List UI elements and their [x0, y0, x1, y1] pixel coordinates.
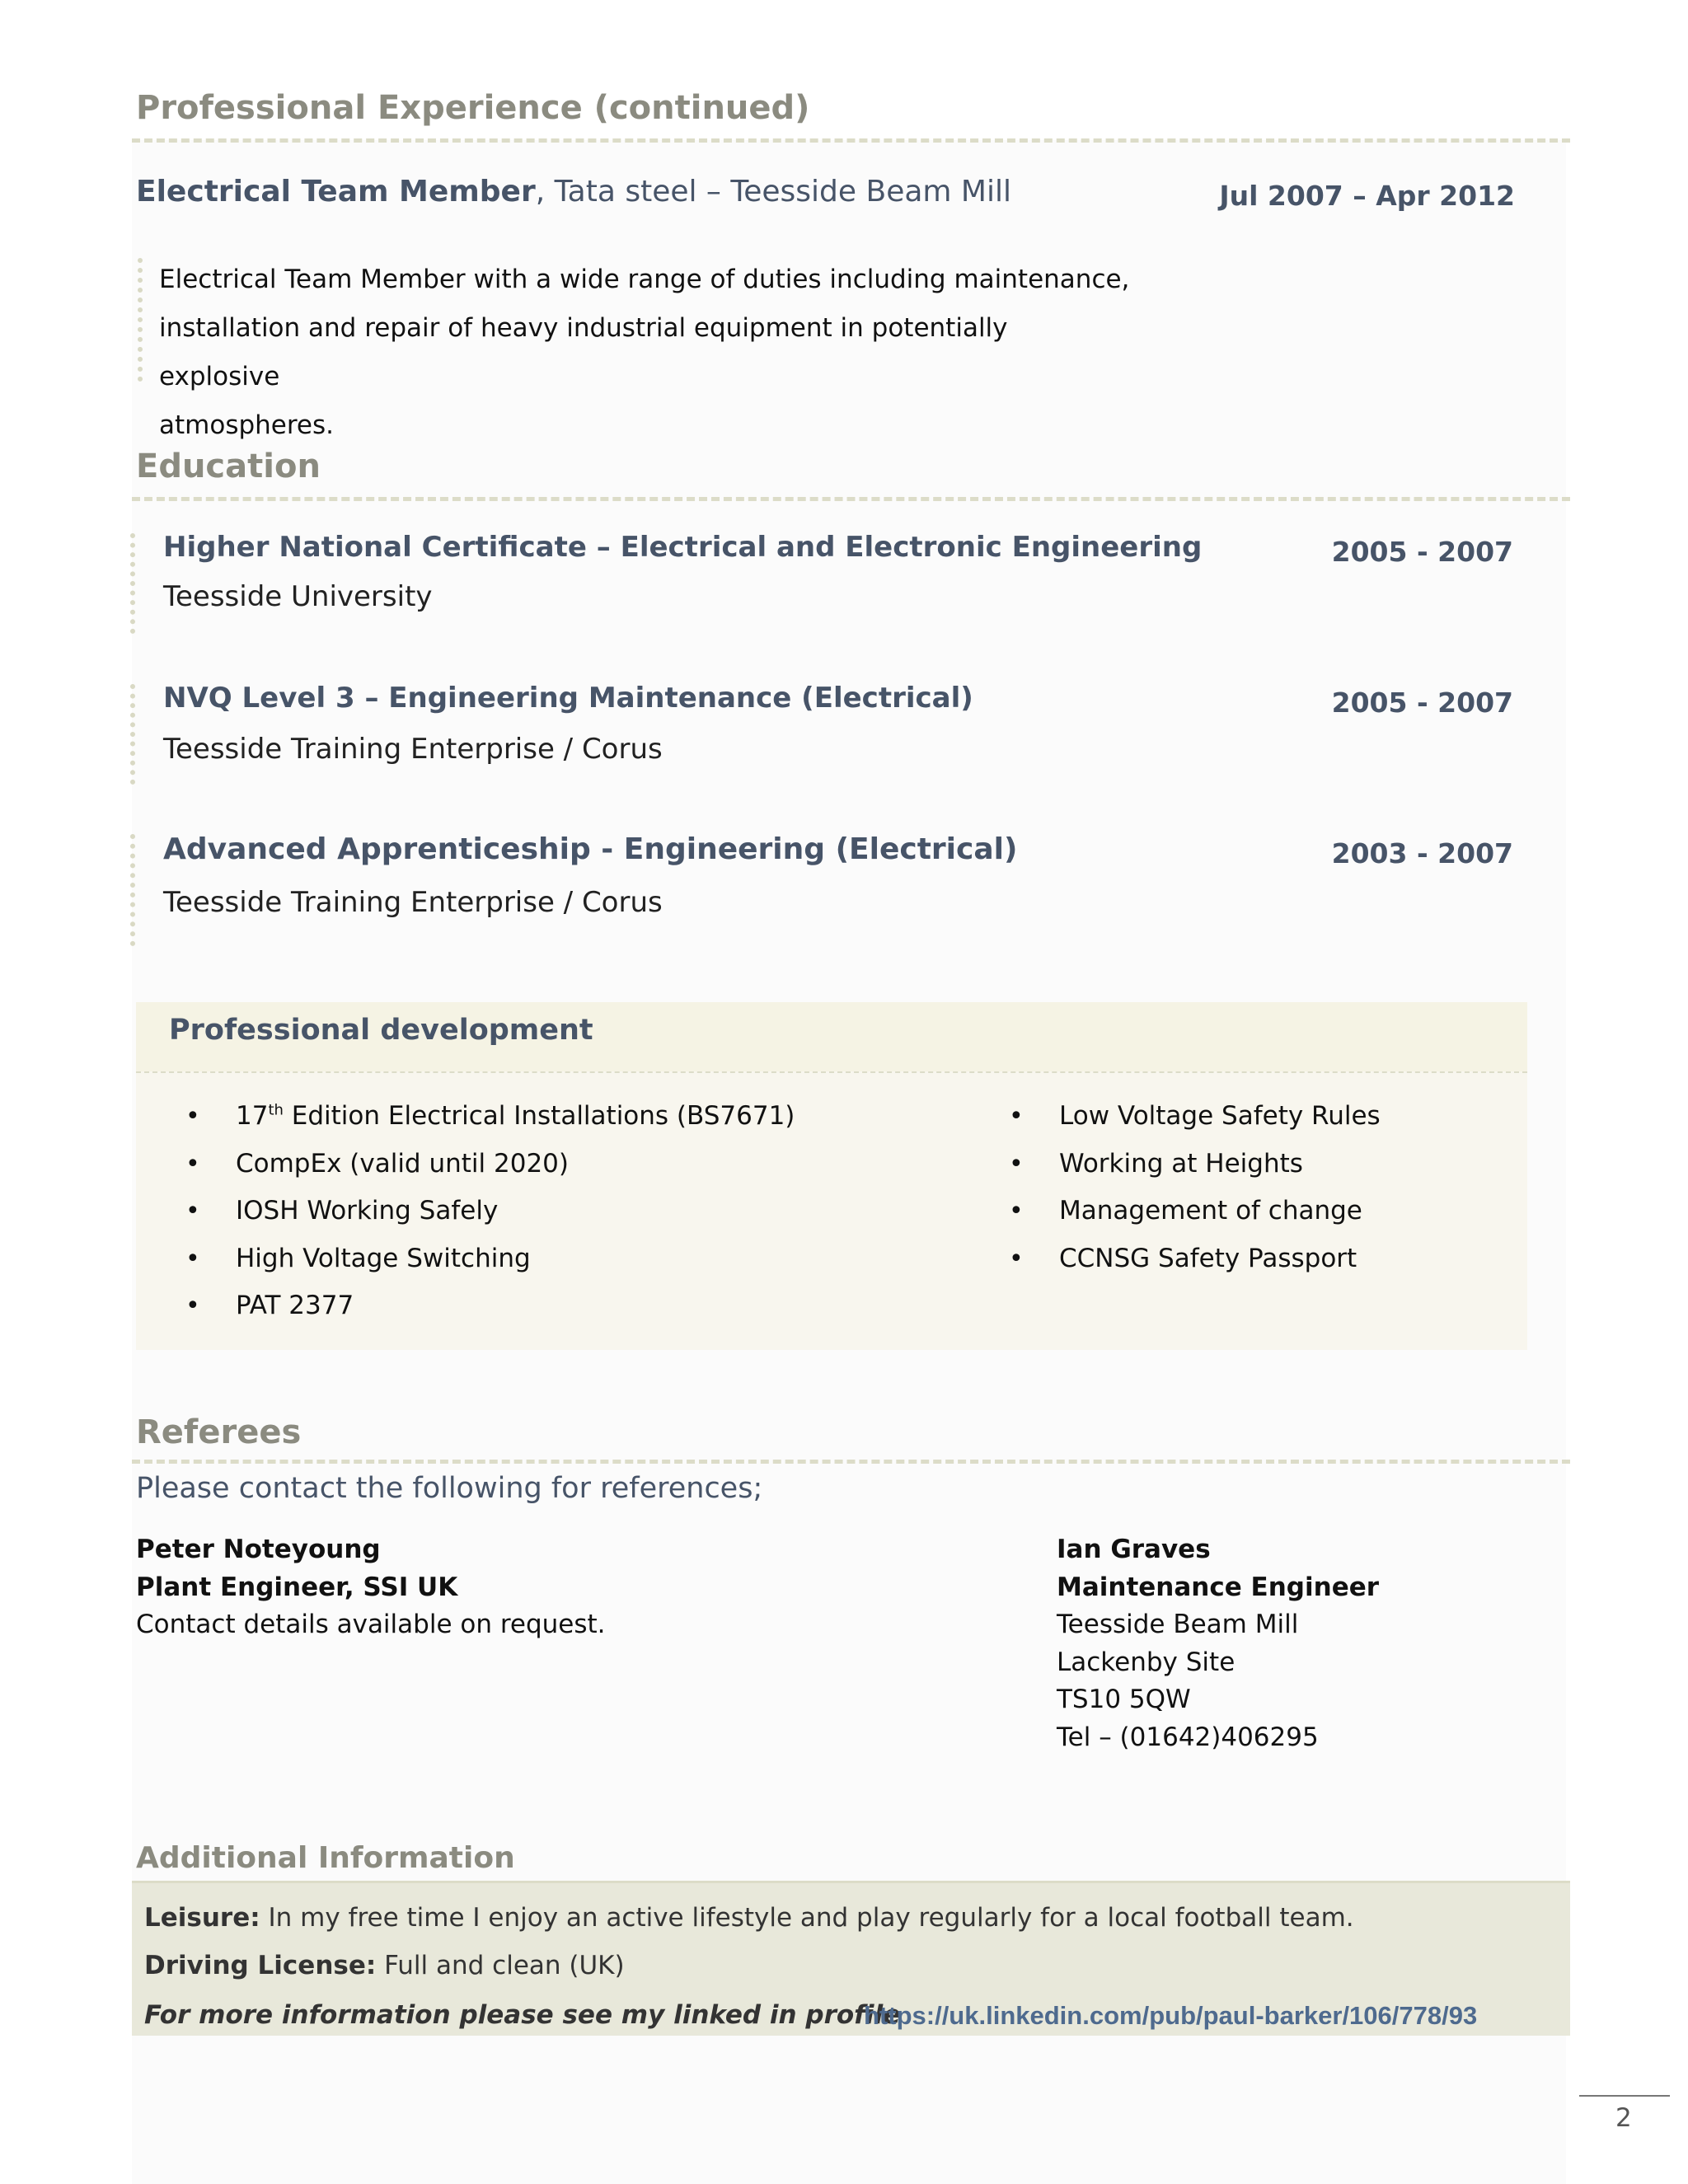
education-institution: Teesside Training Enterprise / Corus — [163, 733, 663, 766]
job-description — [159, 255, 1132, 450]
edition-suffix: th — [268, 1101, 284, 1119]
edition-number: 17 — [236, 1101, 269, 1131]
referee-phone: Tel – (01642)406295 — [1057, 1722, 1319, 1752]
leisure-label: Leisure: — [144, 1903, 260, 1933]
additional-section-title: Additional Information — [136, 1841, 515, 1875]
referee-right — [1057, 1531, 1379, 1756]
license-label: Driving License: — [144, 1951, 377, 1980]
education-institution: Teesside Training Enterprise / Corus — [163, 886, 663, 919]
education-qualification: Advanced Apprenticeship - Engineering (Electrical) — [163, 832, 1018, 866]
referee-address-line: TS10 5QW — [1057, 1685, 1191, 1714]
development-item: • Low Voltage Safety Rules — [1009, 1093, 1381, 1141]
professional-development-title: Professional development — [169, 1014, 593, 1047]
development-item: • High Voltage Switching — [185, 1235, 795, 1283]
license-line — [144, 1951, 625, 1980]
leisure-text: In my free time I enjoy an active lifestyle and play regularly for a local football team. — [260, 1903, 1354, 1933]
development-item: • CCNSG Safety Passport — [1009, 1235, 1381, 1283]
education-item-bar — [130, 834, 135, 946]
development-item: • IOSH Working Safely — [185, 1188, 795, 1235]
education-institution: Teesside University — [163, 580, 433, 613]
development-item: • Management of change — [1009, 1188, 1381, 1235]
education-item-bar — [130, 684, 135, 785]
referees-section-title: Referees — [136, 1413, 302, 1451]
job-description-line: atmospheres. — [159, 410, 335, 440]
job-description-line: installation and repair of heavy industrial equipment in potentially explosive — [159, 313, 1008, 391]
development-item: • Working at Heights — [1009, 1141, 1381, 1188]
referee-left — [136, 1531, 606, 1644]
license-text: Full and clean (UK) — [376, 1951, 625, 1980]
page-number-rule — [1579, 2095, 1670, 2097]
education-section-title: Education — [136, 448, 321, 485]
referee-name: Ian Graves — [1057, 1535, 1211, 1564]
linkedin-link[interactable]: https://uk.linkedin.com/pub/paul-barker/106/778/93 — [864, 2001, 1478, 2030]
referee-details: Contact details available on request. — [136, 1610, 606, 1639]
referees-intro: Please contact the following for references; — [136, 1472, 763, 1505]
education-dates: 2005 - 2007 — [1331, 536, 1513, 568]
referee-position: Maintenance Engineer — [1057, 1572, 1380, 1602]
job-heading — [136, 175, 1011, 209]
development-item: • CompEx (valid until 2020) — [185, 1141, 795, 1188]
experience-divider — [132, 138, 1570, 143]
referees-divider — [132, 1460, 1570, 1464]
job-quote-bar — [138, 258, 143, 382]
development-item — [185, 1093, 795, 1141]
more-info-text: For more information please see my linked in profile — [144, 2000, 901, 2030]
job-dates: Jul 2007 – Apr 2012 — [1219, 180, 1515, 212]
job-role: Electrical Team Member — [136, 175, 536, 209]
education-dates: 2005 - 2007 — [1331, 687, 1513, 719]
education-qualification: Higher National Certificate – Electrical and Electronic Engineering — [163, 531, 1203, 564]
development-list-left — [185, 1093, 795, 1330]
page-number: 2 — [1615, 2103, 1632, 2133]
education-dates: 2003 - 2007 — [1331, 837, 1513, 869]
job-description-line: Electrical Team Member with a wide range of duties including maintenance, — [159, 265, 1130, 294]
development-list-right — [1009, 1093, 1381, 1282]
referee-name: Peter Noteyoung — [136, 1535, 381, 1564]
professional-development-divider — [136, 1071, 1527, 1073]
referee-address-line: Lackenby Site — [1057, 1647, 1236, 1677]
leisure-line — [144, 1903, 1354, 1933]
referee-position: Plant Engineer, SSI UK — [136, 1572, 458, 1602]
edition-rest: Edition Electrical Installations (BS7671) — [283, 1101, 795, 1131]
education-qualification: NVQ Level 3 – Engineering Maintenance (Electrical) — [163, 682, 973, 715]
job-company: , Tata steel – Teesside Beam Mill — [535, 175, 1011, 209]
experience-section-title: Professional Experience (continued) — [136, 89, 810, 127]
education-item-bar — [130, 533, 135, 634]
development-item: • PAT 2377 — [185, 1282, 795, 1330]
education-divider — [132, 497, 1570, 501]
referee-address-line: Teesside Beam Mill — [1057, 1610, 1299, 1639]
